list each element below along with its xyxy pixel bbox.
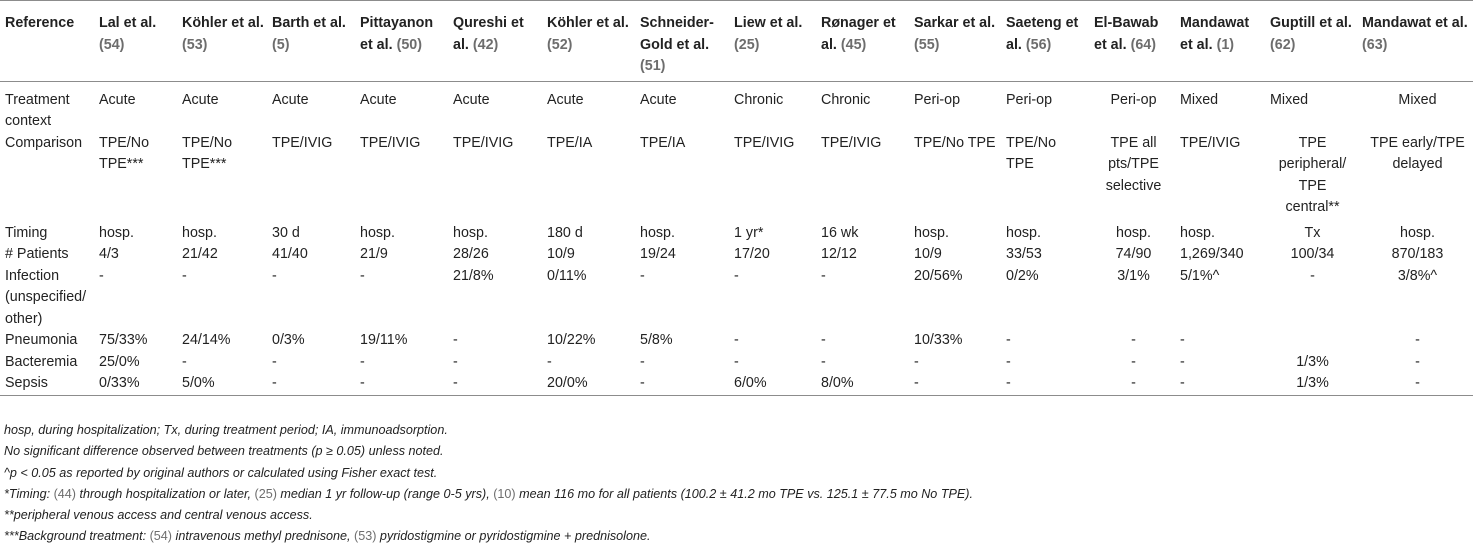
table-row bbox=[0, 352, 1473, 374]
header-study bbox=[94, 1, 177, 82]
header-cell: Reference bbox=[0, 1, 94, 82]
table-cell: hosp. bbox=[360, 224, 395, 241]
table-cell: 21/42 bbox=[182, 246, 218, 262]
table-cell: hosp. bbox=[99, 224, 134, 241]
table-cell: TPE/No TPE*** bbox=[182, 134, 233, 172]
table-cell: Chronic bbox=[821, 91, 871, 108]
table-cell: - bbox=[272, 353, 277, 370]
table-cell: 19/11% bbox=[360, 332, 408, 348]
reference-link[interactable]: (42) bbox=[472, 36, 499, 53]
header-study bbox=[635, 1, 729, 82]
table-cell: 870/183 bbox=[1391, 246, 1444, 262]
table-row bbox=[0, 373, 1473, 395]
header-study bbox=[448, 1, 542, 82]
reference-link[interactable]: (51) bbox=[640, 58, 666, 74]
table-cell: TPE/IVIG bbox=[821, 134, 882, 151]
table-cell: 19/24 bbox=[640, 246, 676, 262]
reference-link[interactable]: (5) bbox=[272, 36, 290, 53]
table-cell: 5/1%^ bbox=[1180, 267, 1220, 284]
footnote-text: through hospitalization or later, bbox=[75, 486, 255, 501]
table-cell: 180 d bbox=[547, 224, 583, 241]
table-cell: Mixed bbox=[1180, 91, 1219, 108]
table-cell: - bbox=[734, 332, 739, 348]
table-cell bbox=[1265, 330, 1357, 352]
study-author: Mandawat et al. bbox=[1362, 15, 1468, 31]
header-study bbox=[1265, 1, 1357, 82]
header-study bbox=[267, 1, 355, 82]
study-author: Schneider-Gold et al. bbox=[640, 15, 714, 53]
row-label: Infection (unspecified/ other) bbox=[5, 267, 87, 327]
header-study bbox=[1175, 1, 1265, 82]
table-cell: 1/3% bbox=[1265, 373, 1357, 395]
table-cell: TPE/IVIG bbox=[360, 134, 421, 151]
table-cell: hosp. bbox=[1180, 224, 1215, 241]
table-row bbox=[0, 81, 1473, 133]
footnote-text: median 1 yr follow-up (range 0-5 yrs), bbox=[276, 486, 494, 501]
footnote-text: ***Background treatment: bbox=[4, 529, 150, 544]
reference-link[interactable]: (52) bbox=[547, 36, 573, 53]
table-cell: Mixed bbox=[1398, 91, 1437, 108]
table-cell: - bbox=[1180, 353, 1185, 370]
header-study bbox=[1001, 1, 1089, 82]
footnote-significance: No significant difference observed between treatments (p ≥ 0.05) unless noted. bbox=[4, 444, 444, 459]
table-cell: Tx bbox=[1304, 224, 1321, 241]
table-cell: 33/53 bbox=[1006, 246, 1042, 262]
table-cell: - bbox=[99, 267, 104, 284]
table-cell: TPE/IVIG bbox=[453, 134, 514, 151]
table-row bbox=[0, 330, 1473, 352]
table-cell: 5/0% bbox=[177, 373, 267, 395]
table-cell: - bbox=[182, 267, 187, 284]
table-cell: 25/0% bbox=[99, 353, 140, 370]
study-author: Rønager et al. bbox=[821, 15, 896, 53]
reference-link[interactable]: (25) bbox=[734, 36, 760, 53]
table-cell: 1,269/340 bbox=[1180, 246, 1244, 262]
table-cell: 10/9 bbox=[914, 246, 942, 262]
table-cell: Mixed bbox=[1270, 91, 1309, 108]
table-cell: - bbox=[909, 373, 1001, 395]
table-cell: Acute bbox=[547, 91, 584, 108]
table-cell: - bbox=[914, 353, 919, 370]
table-cell: hosp. bbox=[1006, 224, 1041, 241]
table-cell: Peri-op bbox=[914, 91, 961, 108]
study-author: Qureshi et al. bbox=[453, 15, 524, 53]
header-study bbox=[1357, 1, 1473, 82]
table-cell: - bbox=[640, 353, 645, 370]
row-label: Sepsis bbox=[0, 373, 94, 395]
table-cell: 1 yr* bbox=[734, 224, 764, 241]
row-label: Treatment context bbox=[5, 91, 70, 129]
table-cell: - bbox=[1357, 373, 1473, 395]
reference-link[interactable]: (54) bbox=[99, 36, 125, 53]
footnote-text: pyridostigmine or pyridostigmine + prednisolone. bbox=[376, 529, 651, 544]
reference-link[interactable]: (63) bbox=[1362, 36, 1388, 53]
table-cell: 20/56% bbox=[914, 267, 963, 284]
study-author: Lal et al. bbox=[99, 15, 157, 31]
reference-link[interactable]: (45) bbox=[840, 36, 867, 53]
table-cell: 21/8% bbox=[453, 267, 494, 284]
table-cell: 17/20 bbox=[734, 246, 770, 262]
header-study bbox=[909, 1, 1001, 82]
reference-link[interactable]: (53) bbox=[354, 529, 377, 544]
table-cell: TPE/IVIG bbox=[272, 134, 333, 151]
table-cell: - bbox=[734, 267, 739, 284]
table-cell: 74/90 bbox=[1115, 246, 1152, 262]
row-label: Timing bbox=[5, 224, 48, 241]
table-cell: 10/22% bbox=[547, 332, 596, 348]
table-body bbox=[0, 81, 1473, 395]
table-cell: 1/3% bbox=[1296, 353, 1329, 370]
study-author: Mandawat et al. bbox=[1180, 15, 1250, 53]
study-author: Liew et al. bbox=[734, 15, 803, 31]
header-study bbox=[729, 1, 816, 82]
table-cell: Acute bbox=[640, 91, 677, 108]
table-cell: 0/3% bbox=[272, 332, 305, 348]
study-author: Köhler et al. bbox=[547, 15, 629, 31]
table-cell: 21/9 bbox=[360, 246, 388, 262]
table-row bbox=[0, 244, 1473, 266]
table-cell: - bbox=[182, 353, 187, 370]
table-cell: - bbox=[360, 267, 365, 284]
table-cell: hosp. bbox=[1116, 224, 1151, 241]
table-cell: Peri-op bbox=[1006, 91, 1053, 108]
header-study bbox=[177, 1, 267, 82]
footnote-caret: ^p < 0.05 as reported by original authors or calculated using Fisher exact test. bbox=[4, 465, 438, 480]
table-cell: 0/33% bbox=[94, 373, 177, 395]
table-cell: TPE/IVIG bbox=[1180, 134, 1241, 151]
table-cell: - bbox=[1006, 353, 1011, 370]
reference-link[interactable]: (10) bbox=[493, 486, 516, 501]
reference-link[interactable]: (56) bbox=[1025, 36, 1052, 53]
table-cell: - bbox=[448, 373, 542, 395]
table-cell: - bbox=[453, 332, 458, 348]
reference-link[interactable]: (53) bbox=[182, 36, 208, 53]
table-cell: TPE/No TPE*** bbox=[99, 134, 150, 172]
reference-link[interactable]: (25) bbox=[254, 486, 277, 501]
header-study bbox=[542, 1, 635, 82]
table-cell: hosp. bbox=[914, 224, 949, 241]
table-cell: 41/40 bbox=[272, 246, 308, 262]
table-row bbox=[0, 219, 1473, 245]
table-cell: 3/8%^ bbox=[1397, 267, 1438, 284]
table-cell: Acute bbox=[99, 91, 136, 108]
header-study bbox=[355, 1, 448, 82]
table-cell: TPE peripheral/ TPE central** bbox=[1278, 134, 1347, 215]
table-cell: - bbox=[1175, 373, 1265, 395]
table-cell: - bbox=[821, 332, 826, 348]
table-cell: 8/0% bbox=[816, 373, 909, 395]
table-cell: hosp. bbox=[453, 224, 488, 241]
study-author: Saeteng et al. bbox=[1006, 15, 1079, 53]
row-label: Pneumonia bbox=[5, 332, 78, 348]
table-header bbox=[0, 1, 1473, 82]
footnote-text: mean 116 mo for all patients (100.2 ± 41.2 mo TPE vs. 125.1 ± 77.5 mo No TPE). bbox=[515, 486, 973, 501]
header-row bbox=[0, 1, 1473, 82]
table-row bbox=[0, 133, 1473, 219]
table-cell: 3/1% bbox=[1117, 267, 1150, 284]
table-cell: 0/2% bbox=[1006, 267, 1039, 284]
study-author: Pittayanon et al. bbox=[360, 15, 434, 53]
table-cell: - bbox=[1310, 267, 1315, 284]
table-cell: Peri-op bbox=[1110, 91, 1157, 108]
table-cell: - bbox=[1180, 332, 1185, 348]
table-cell: 5/8% bbox=[640, 332, 673, 348]
table-cell: 6/0% bbox=[729, 373, 816, 395]
table-cell: - bbox=[1001, 373, 1089, 395]
table-cell: 10/9 bbox=[547, 246, 575, 262]
reference-link[interactable]: (50) bbox=[396, 36, 423, 53]
table-cell: Acute bbox=[453, 91, 490, 108]
reference-link[interactable]: (55) bbox=[914, 36, 940, 53]
table-cell: 12/12 bbox=[821, 246, 857, 262]
table-cell: - bbox=[1415, 332, 1420, 348]
table-cell: Acute bbox=[360, 91, 397, 108]
table-cell: - bbox=[272, 267, 277, 284]
header-study bbox=[1089, 1, 1175, 82]
table-cell: TPE early/TPE delayed bbox=[1370, 134, 1465, 172]
table-cell: hosp. bbox=[182, 224, 217, 241]
footnote-background bbox=[4, 526, 1464, 547]
table-cell: hosp. bbox=[640, 224, 675, 241]
row-label: Bacteremia bbox=[5, 353, 78, 370]
row-label: Comparison bbox=[5, 134, 83, 151]
table-cell: - bbox=[1006, 332, 1011, 348]
reference-link[interactable]: (44) bbox=[53, 486, 76, 501]
reference-link[interactable]: (62) bbox=[1270, 36, 1296, 53]
table-cell: - bbox=[1131, 353, 1136, 370]
table-cell: - bbox=[821, 267, 826, 284]
study-author: Barth et al. bbox=[272, 15, 346, 31]
table-cell: - bbox=[360, 353, 365, 370]
footnote-text: *Timing: bbox=[4, 486, 54, 501]
table-cell: Acute bbox=[182, 91, 219, 108]
table-cell: TPE all pts/TPE selective bbox=[1105, 134, 1162, 194]
footnote-abbreviations: hosp, during hospitalization; Tx, during treatment period; IA, immunoadsorption. bbox=[4, 423, 448, 437]
table-cell: 100/34 bbox=[1290, 246, 1335, 262]
table-cell: 28/26 bbox=[453, 246, 489, 262]
table-cell: 16 wk bbox=[821, 224, 859, 241]
reference-link[interactable]: (64) bbox=[1130, 36, 1157, 53]
table-cell: - bbox=[734, 353, 739, 370]
table-cell: - bbox=[1089, 373, 1175, 395]
header-study bbox=[816, 1, 909, 82]
table-cell: - bbox=[453, 353, 458, 370]
study-author: Sarkar et al. bbox=[914, 15, 996, 31]
table-cell: TPE/No TPE bbox=[1006, 134, 1057, 172]
study-author: Köhler et al. bbox=[182, 15, 264, 31]
table-cell: 20/0% bbox=[542, 373, 635, 395]
table-cell: 24/14% bbox=[182, 332, 231, 348]
table-cell: 75/33% bbox=[99, 332, 148, 348]
row-label: # Patients bbox=[5, 246, 69, 262]
table-cell: Chronic bbox=[734, 91, 784, 108]
footnote-access: **peripheral venous access and central venous access. bbox=[4, 508, 313, 523]
table-footnotes bbox=[4, 420, 1464, 548]
reference-link[interactable]: (54) bbox=[149, 529, 173, 544]
table-cell: - bbox=[267, 373, 355, 395]
footnote-text: intravenous methyl prednisone, bbox=[172, 529, 355, 544]
table-row bbox=[0, 266, 1473, 331]
study-author: Guptill et al. bbox=[1270, 15, 1352, 31]
table-cell: TPE/IVIG bbox=[734, 134, 795, 151]
table-cell: TPE/IA bbox=[547, 134, 593, 151]
table-cell: - bbox=[640, 267, 645, 284]
reference-link[interactable]: (1) bbox=[1216, 36, 1235, 53]
table-cell: - bbox=[547, 353, 552, 370]
table-cell: TPE/No TPE bbox=[914, 134, 996, 151]
study-author: El-Bawab et al. bbox=[1094, 15, 1159, 53]
table-cell: - bbox=[635, 373, 729, 395]
table-cell: hosp. bbox=[1400, 224, 1435, 241]
table-cell: 4/3 bbox=[99, 246, 119, 262]
table-cell: TPE/IA bbox=[640, 134, 686, 151]
table-cell: - bbox=[1131, 332, 1136, 348]
table-cell: - bbox=[821, 353, 826, 370]
footnote-timing bbox=[4, 484, 1464, 505]
table-cell: 10/33% bbox=[914, 332, 963, 348]
table-cell: 30 d bbox=[272, 224, 300, 241]
table-cell: - bbox=[1415, 353, 1420, 370]
table-cell: 0/11% bbox=[547, 267, 587, 284]
table-cell: Acute bbox=[272, 91, 309, 108]
table-cell: - bbox=[355, 373, 448, 395]
